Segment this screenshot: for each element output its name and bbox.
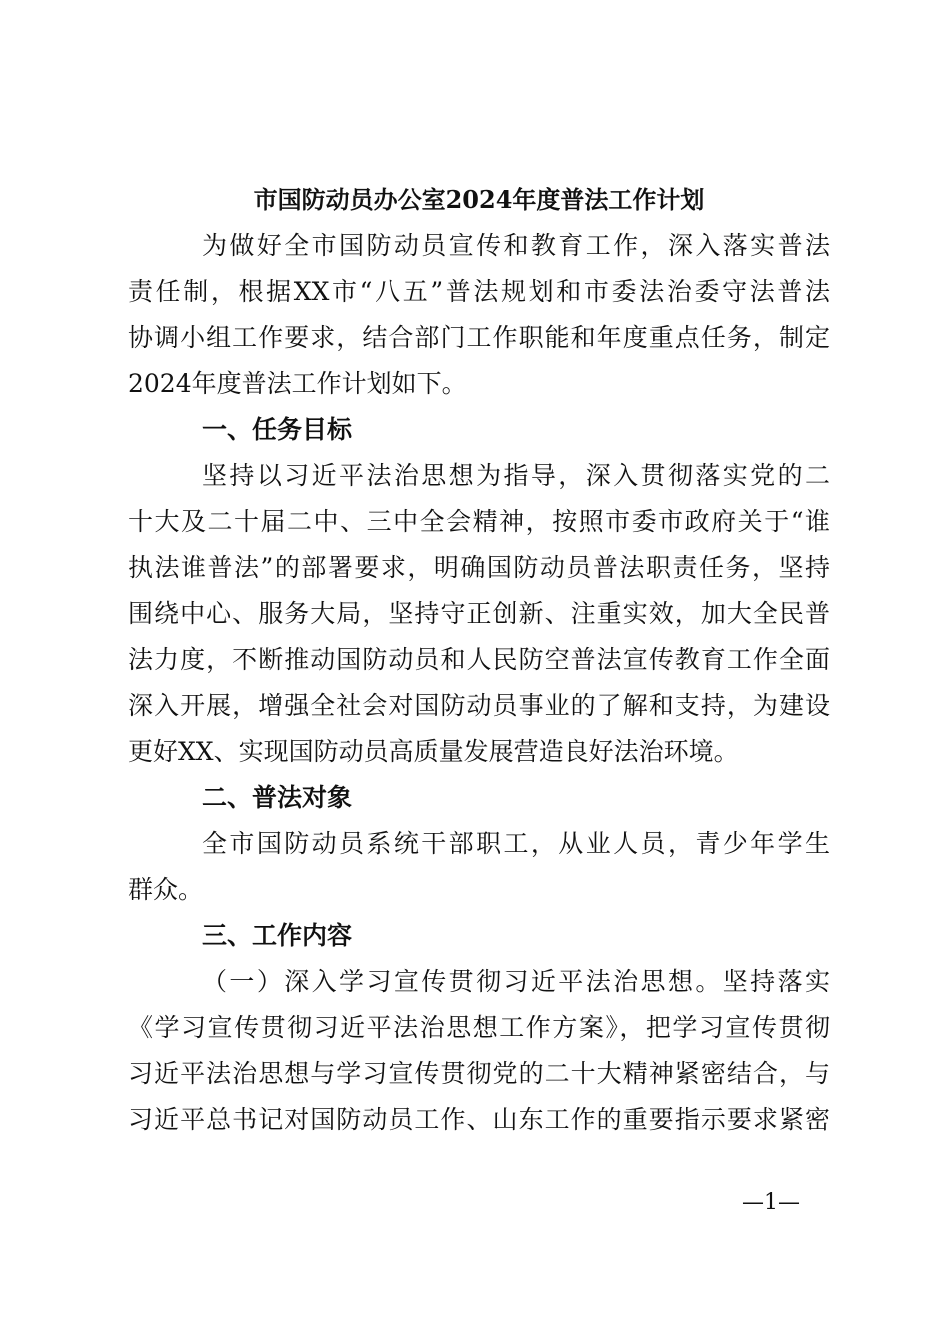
text-line: 更好XX、实现国防动员高质量发展营造良好法治环境。	[128, 737, 739, 766]
paragraph-audience	[128, 821, 830, 913]
text-line: 协调小组工作要求，结合部门工作职能和年度重点任务，制定	[128, 323, 830, 352]
page-number: —1—	[742, 1190, 800, 1215]
text-line: 《学习宣传贯彻习近平法治思想工作方案》，把学习宣传贯彻	[128, 1013, 830, 1042]
text-line: 全市国防动员系统干部职工，从业人员，青少年学生	[202, 829, 830, 858]
text-line: 深入开展，增强全社会对国防动员事业的了解和支持，为建设	[128, 691, 830, 720]
document-title: 市国防动员办公室2024年度普法工作计划	[253, 185, 705, 214]
paragraph-content	[128, 959, 830, 1143]
paragraph-goals	[128, 453, 830, 775]
text-line: 围绕中心、服务大局，坚持守正创新、注重实效，加大全民普	[128, 599, 830, 628]
document-page	[128, 177, 830, 1143]
text-line: 习近平总书记对国防动员工作、山东工作的重要指示要求紧密	[128, 1105, 830, 1134]
text-line: 2024年度普法工作计划如下。	[128, 369, 467, 398]
text-line: 坚持以习近平法治思想为指导，深入贯彻落实党的二	[202, 461, 830, 490]
text-line: 十大及二十届二中、三中全会精神，按照市委市政府关于“谁	[128, 507, 830, 536]
paragraph-intro	[128, 223, 830, 407]
text-line: 为做好全市国防动员宣传和教育工作，深入落实普法	[202, 231, 830, 260]
section-heading-audience: 二、普法对象	[202, 783, 353, 812]
text-line: 责任制，根据XX市“八五”普法规划和市委法治委守法普法	[128, 277, 830, 306]
text-line: （一）深入学习宣传贯彻习近平法治思想。坚持落实	[202, 967, 830, 996]
text-line: 习近平法治思想与学习宣传贯彻党的二十大精神紧密结合，与	[128, 1059, 830, 1088]
text-line: 群众。	[128, 875, 204, 904]
text-line: 法力度，不断推动国防动员和人民防空普法宣传教育工作全面	[128, 645, 830, 674]
section-heading-goals: 一、任务目标	[202, 415, 353, 444]
text-line: 执法谁普法”的部署要求，明确国防动员普法职责任务，坚持	[128, 553, 830, 582]
section-heading-content: 三、工作内容	[202, 921, 353, 950]
